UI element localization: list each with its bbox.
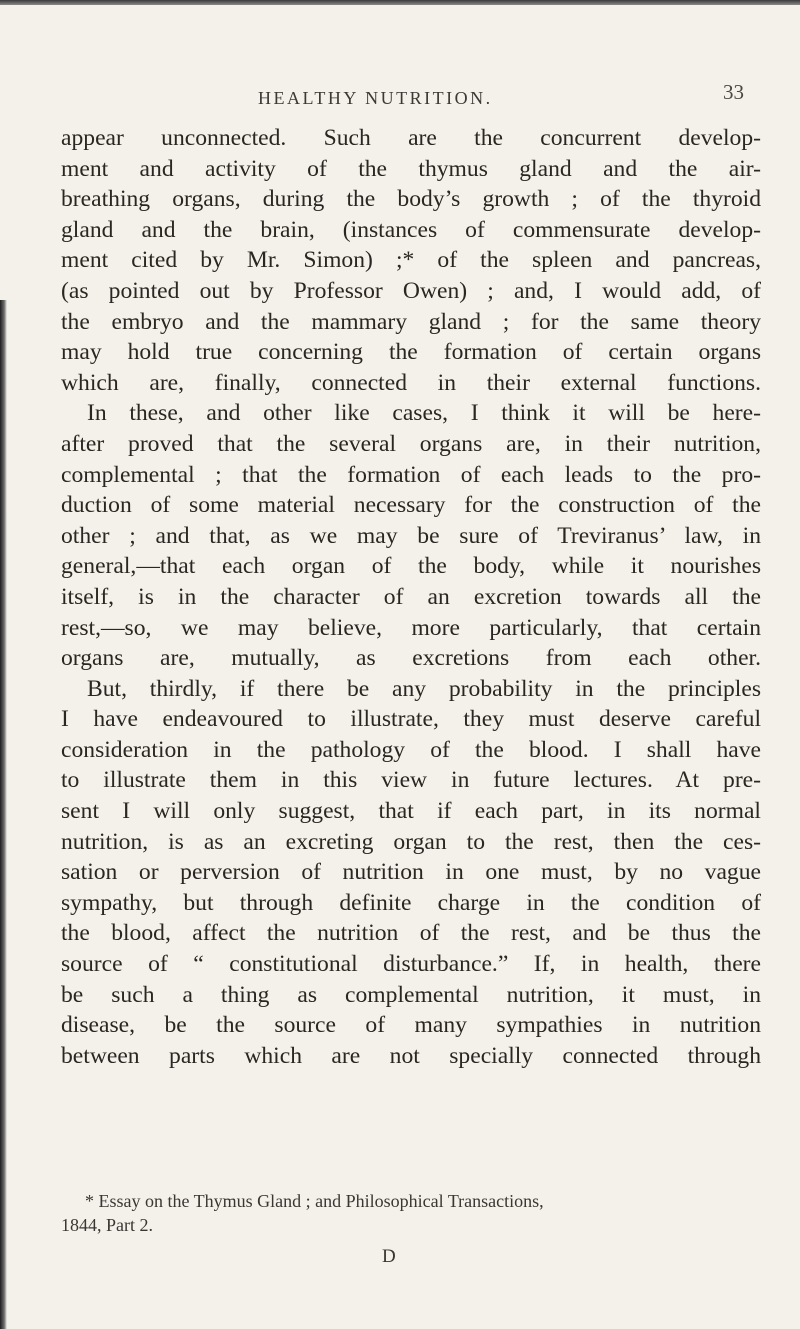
footnote-line: * Essay on the Thymus Gland ; and Philosophical Transactions, <box>85 1191 544 1211</box>
text-line: ment and activity of the thymus gland and the air- <box>61 155 761 182</box>
footnote <box>61 1189 761 1237</box>
text-line: (as pointed out by Professor Owen) ; and, I would add, of <box>61 277 761 304</box>
text-line: to illustrate them in this view in future lectures. At pre- <box>61 767 761 794</box>
text-line: which are, finally, connected in their external functions. <box>61 369 761 396</box>
text-line: sympathy, but through definite charge in the condition of <box>61 889 761 916</box>
text-line: complemental ; that the formation of each leads to the pro- <box>61 461 761 488</box>
text-line: general,—that each organ of the body, while it nourishes <box>61 553 761 580</box>
text-line: other ; and that, as we may be sure of Treviranus’ law, in <box>61 522 761 549</box>
text-line: between parts which are not specially connected through <box>61 1042 761 1069</box>
text-line: the blood, affect the nutrition of the rest, and be thus the <box>61 920 761 947</box>
text-line: source of “ constitutional disturbance.” If, in health, there <box>61 951 761 978</box>
top-scan-edge <box>0 0 800 5</box>
text-line: may hold true concerning the formation of certain organs <box>61 339 761 366</box>
text-line: be such a thing as complemental nutrition, it must, in <box>61 981 761 1008</box>
signature-mark: D <box>382 1246 396 1267</box>
text-line: sation or perversion of nutrition in one must, by no vague <box>61 859 761 886</box>
text-line: itself, is in the character of an excretion towards all the <box>61 583 761 610</box>
running-head: HEALTHY NUTRITION. <box>258 88 493 108</box>
footnote-line: 1844, Part 2. <box>61 1215 153 1235</box>
body-text <box>61 123 761 1071</box>
text-line: consideration in the pathology of the blood. I shall have <box>61 736 761 763</box>
text-line: sent I will only suggest, that if each part, in its normal <box>61 798 761 825</box>
text-line: nutrition, is as an excreting organ to the rest, then the ces- <box>61 828 761 855</box>
text-line: ment cited by Mr. Simon) ;* of the spleen and pancreas, <box>61 247 761 274</box>
text-line: organs are, mutually, as excretions from each other. <box>61 645 761 672</box>
text-line: rest,—so, we may believe, more particularly, that certain <box>61 614 761 641</box>
left-scan-edge <box>0 300 7 1329</box>
page-number: 33 <box>723 80 744 104</box>
text-line: gland and the brain, (instances of commensurate develop- <box>61 216 761 243</box>
text-line: the embryo and the mammary gland ; for the same theory <box>61 308 761 335</box>
text-line: breathing organs, during the body’s growth ; of the thyroid <box>61 186 761 213</box>
text-line: But, thirdly, if there be any probability in the principles <box>87 675 761 702</box>
text-line: after proved that the several organs are, in their nutrition, <box>61 430 761 457</box>
text-line: I have endeavoured to illustrate, they must deserve careful <box>61 706 761 733</box>
text-line: disease, be the source of many sympathies in nutrition <box>61 1012 761 1039</box>
text-line: appear unconnected. Such are the concurrent develop- <box>61 125 761 151</box>
text-line: duction of some material necessary for the construction of the <box>61 492 761 519</box>
text-line: In these, and other like cases, I think it will be here- <box>87 400 761 427</box>
page-header <box>0 80 800 110</box>
